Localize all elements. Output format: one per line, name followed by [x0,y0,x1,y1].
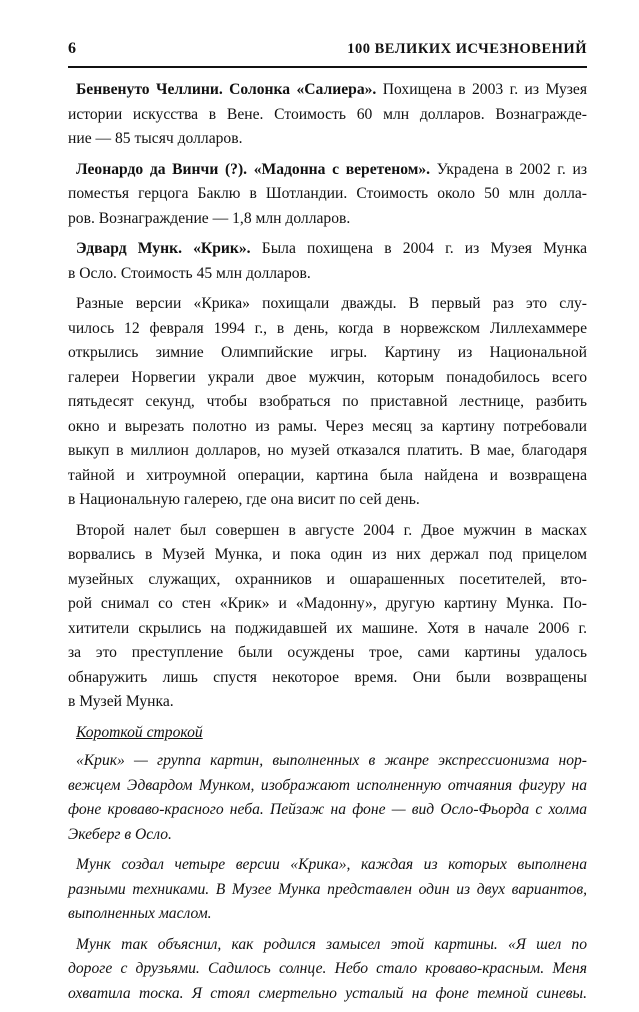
rubric-heading: Короткой строкой [76,723,203,741]
paragraph-line: музейных служащих, охранников и ошарашенных посетителей, вто- [68,570,587,588]
body-paragraph [68,519,587,715]
paragraph-line: «Крик» — группа картин, выполненных в жанре экспрессионизма нор- [76,752,587,769]
paragraph-line: чилось 12 февраля 1994 г., в день, когда в норвежском Лиллехаммере [68,319,587,337]
paragraph-line: Мунк создал четыре версии «Крика», каждая из которых выполнена [76,856,587,873]
paragraph-line: открылись зимние Олимпийские игры. Картину из Национальной [68,344,587,361]
paragraph-line: выполненных маслом. [68,905,212,922]
entry-text: Украдена в 2002 г. из [436,160,587,178]
paragraph-line: пятьдесят секунд, чтобы взобраться по приставной лестнице, разбить [68,393,587,410]
entry-text: поместья герцога Баклю в Шотландии. Стоимость около 50 млн долла- [68,185,587,202]
paragraph-line: в Национальную галерею, где она висит по сей день. [68,491,420,508]
paragraph-line: вежцем Эдвардом Мунком, изображают исполненную отчаяния фигуру на [68,776,587,794]
artwork-title: Бенвенуто Челлини. Солонка «Салиера». [76,81,377,98]
paragraph-line: окно и вырезать полотно из рамы. Через месяц за картину потребовали [68,417,587,435]
paragraph-line: хитители скрылись на поджидавшей их машине. Хотя в начале 2006 г. [68,619,587,637]
paragraph-line: в Музей Мунка. [68,693,174,710]
paragraph-line: обнаружить лишь спустя некоторое время. Они были возвращены [68,668,587,686]
artwork-title: Леонардо да Винчи (?). «Мадонна с веретеном». [76,160,431,178]
page-number: 6 [68,40,76,57]
entry-text: ров. Вознаграждение — 1,8 млн долларов. [68,209,351,227]
running-title: 100 ВЕЛИКИХ ИСЧЕЗНОВЕНИЙ [347,41,587,57]
paragraph-line: охватила тоска. Я стоял смертельно усталый на фоне темной синевы. [68,984,587,1002]
paragraph-line: ворвались в Музей Мунка, и пока один из них держал под прицелом [68,546,587,563]
entry-text: Похищена в 2003 г. из Музея [382,81,588,98]
artwork-entry [68,158,587,232]
entry-text: истории искусства в Вене. Стоимость 60 млн долларов. Вознагражде- [68,105,587,123]
paragraph-line: Мунк так объяснил, как родился замысел этой картины. «Я шел по [76,935,587,953]
paragraph-line: рой снимал со стен «Крик» и «Мадонну», другую картину Мунка. По- [68,595,587,612]
italic-paragraph [68,853,587,927]
paragraph-line: дороге с друзьями. Садилось солнце. Небо стало кроваво-красным. Меня [68,960,587,977]
italic-paragraph [68,749,587,847]
paragraph-line: Экеберг в Осло. [68,825,172,843]
paragraph-line: тайной и хитроумной операции, картина была найдена и возвращена [68,466,587,484]
page-header [68,36,587,68]
entry-text: в Осло. Стоимость 45 млн долларов. [68,264,311,282]
paragraph-line: фоне кроваво-красного неба. Пейзаж на фоне — вид Осло-Фьорда с холма [68,801,587,818]
paragraph-line: Разные версии «Крика» похищали дважды. В первый раз это слу- [76,295,587,312]
artwork-entry [68,237,587,286]
artwork-entry [68,78,587,152]
paragraph-line: галереи Норвегии украли двое мужчин, которым понадобилось всего [68,368,587,386]
italic-paragraph [68,933,587,1007]
paragraph-line: разными техниками. В Музее Мунка представлен один из двух вариантов, [68,880,587,898]
paragraph-line: за это преступление были осуждены трое, сами картины удалось [68,644,587,661]
paragraph-line: Второй налет был совершен в августе 2004 г. Двое мужчин в масках [76,521,587,539]
body-paragraph [68,292,587,513]
page-body [68,78,587,1012]
paragraph-line: выкуп в миллион долларов, но музей отказался платить. В мае, благодаря [68,442,587,459]
entry-text: Была похищена в 2004 г. из Музея Мунка [261,240,587,257]
entry-text: ние — 85 тысяч долларов. [68,130,243,147]
artwork-title: Эдвард Мунк. «Крик». [76,240,251,257]
